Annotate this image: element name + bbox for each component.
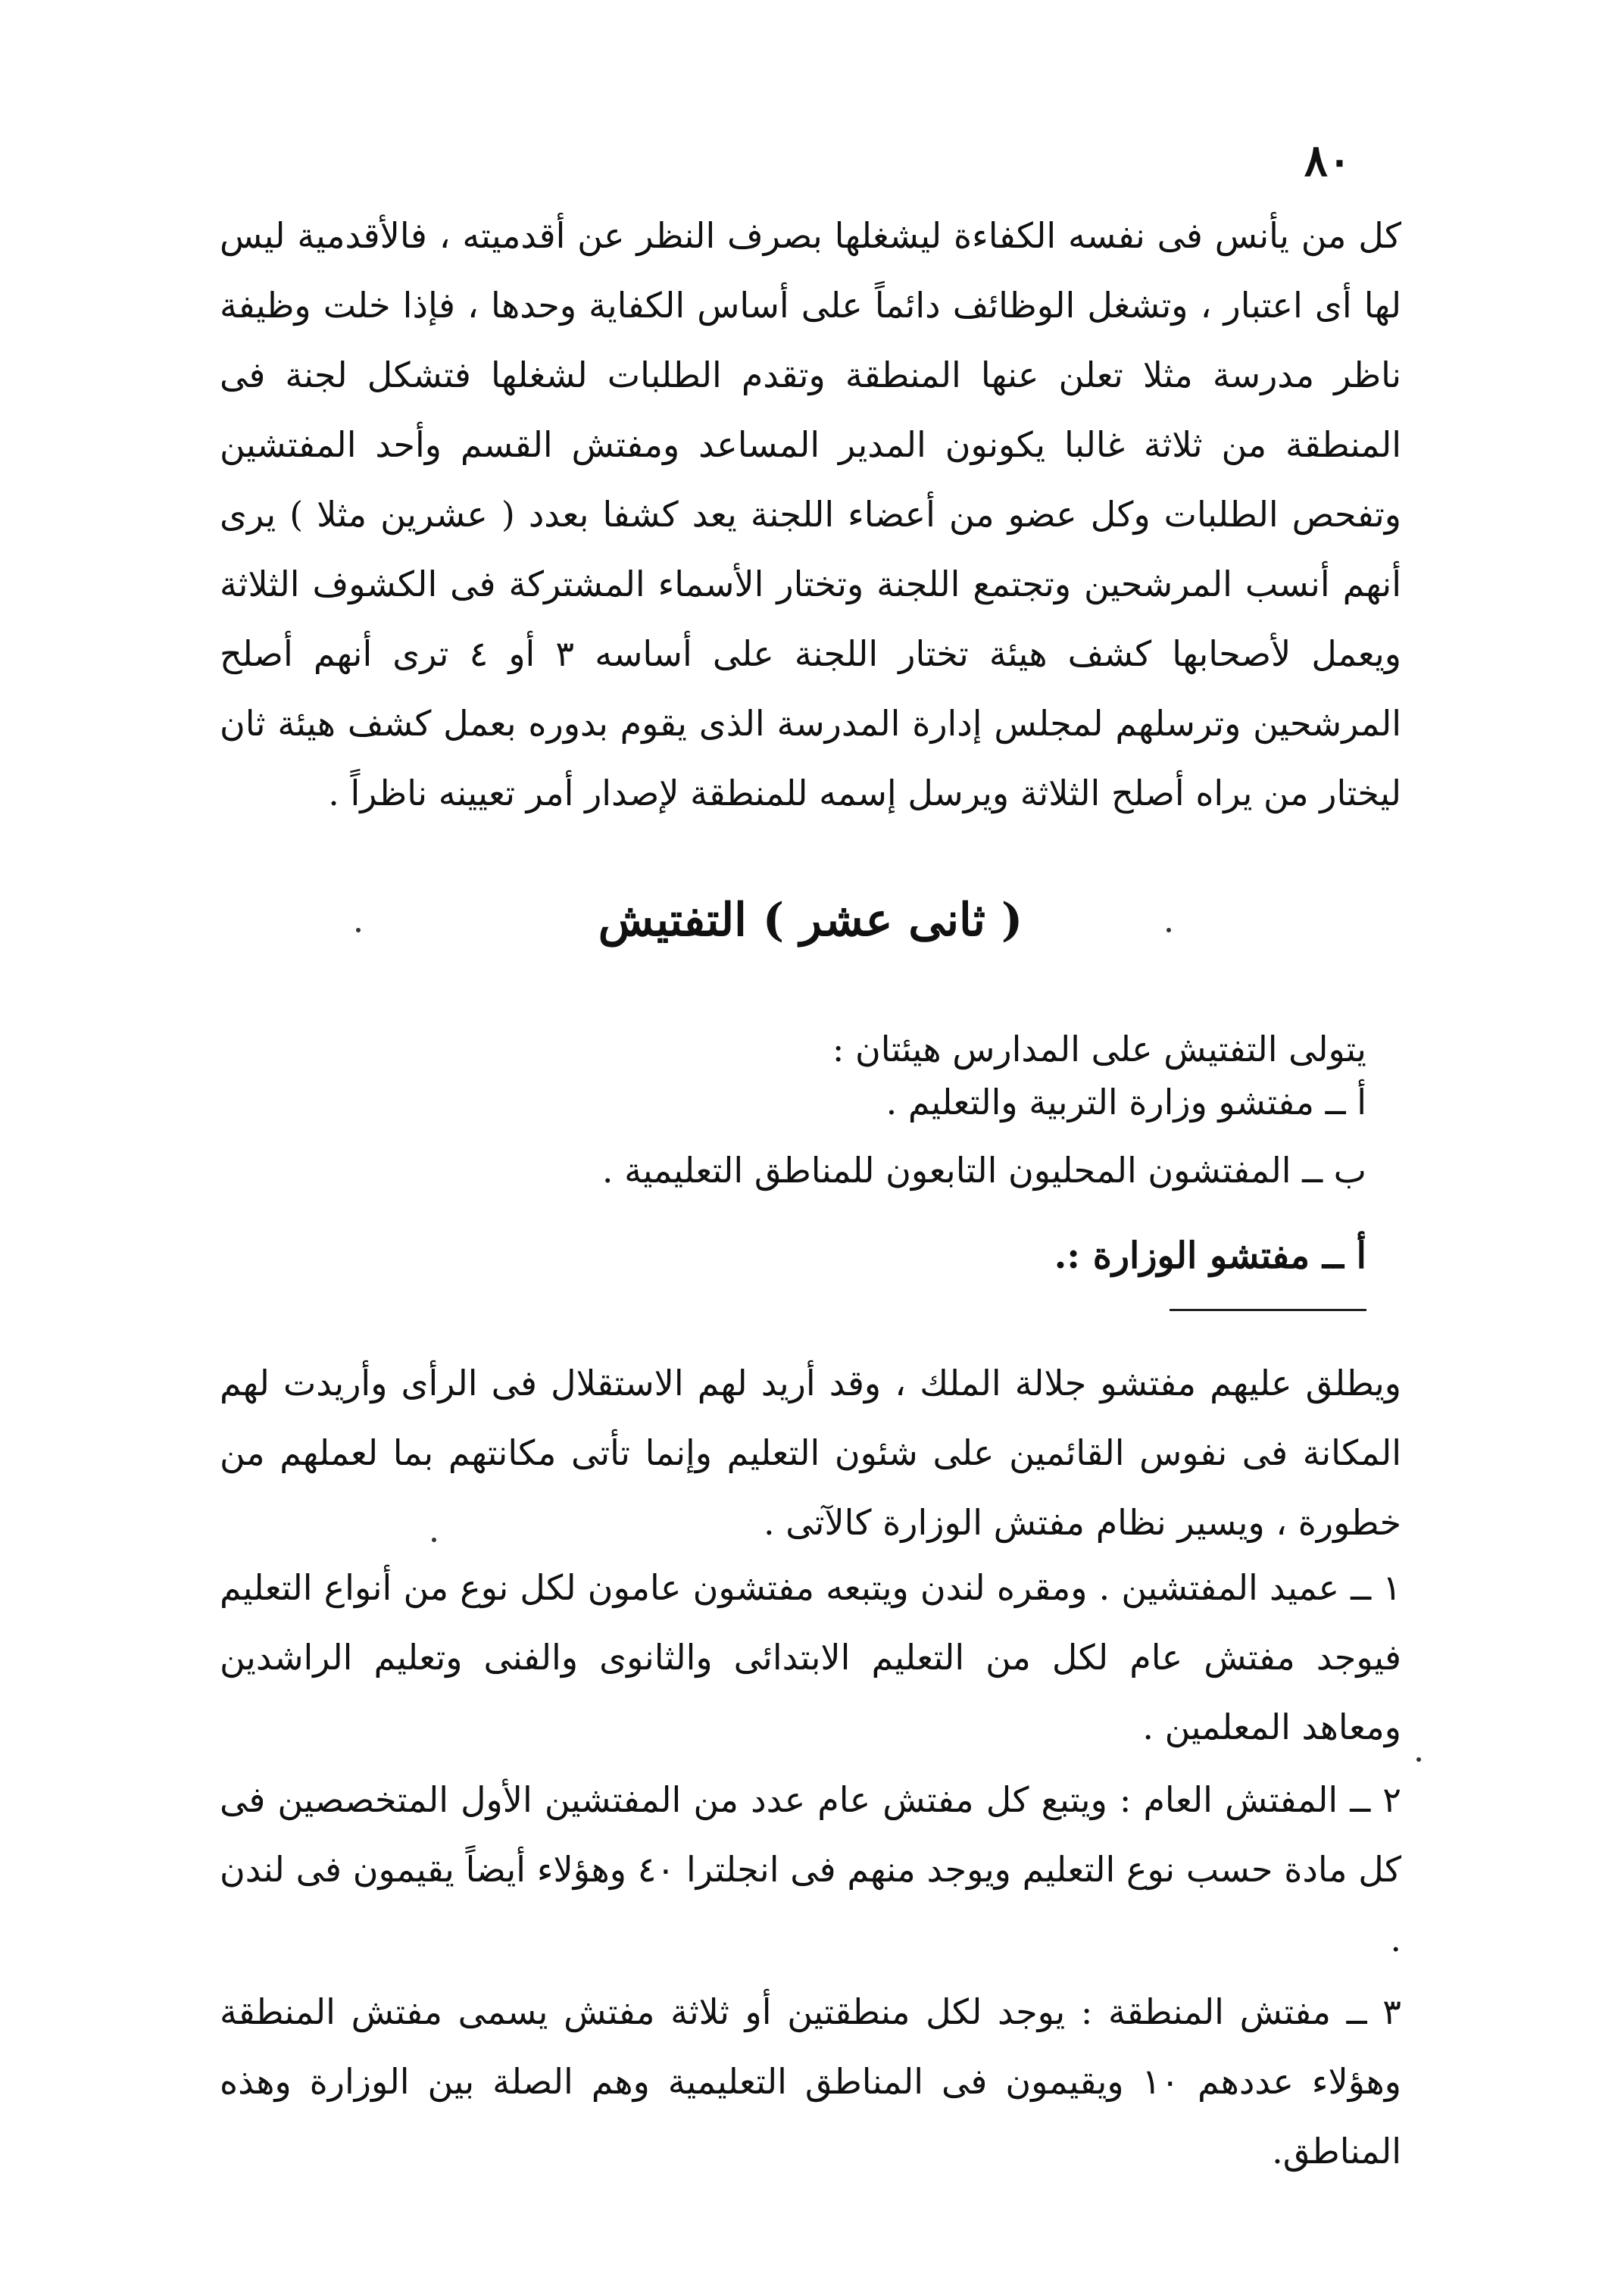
numbered-item-text: ١ ــ عميد المفتشين . ومقره لندن ويتبعه مفتشون عامون لكل نوع من أنواع التعليم فيوجد مفتش عام لكل من التعليم الابتدائى والثانوى والفنى وتعليم الراشدين ومعاهد المعلمين . [220,1567,1401,1747]
intro-block [220,201,1401,828]
numbered-item [220,1553,1401,1762]
subheading: أ ــ مفتشو الوزارة :. [1054,1235,1366,1277]
ministry-block [220,1348,1401,1557]
numbered-item [220,1977,1401,2186]
ministry-paragraph: ويطلق عليهم مفتشو جلالة الملك ، وقد أريد لهم الاستقلال فى الرأى وأريدت لهم المكانة فى نفوس القائمين على شئون التعليم وإنما تأتى مكانتهم بما لعملهم من خطورة ، ويسير نظام مفتش الوزارة كالآتى . [220,1363,1401,1543]
intro-paragraph: كل من يأنس فى نفسه الكفاءة ليشغلها بصرف النظر عن أقدميته ، فالأقدمية ليس لها أى اعتبار ، وتشغل الوظائف دائماً على أساس الكفاية وحدها ، فإذا خلت وظيفة ناظر مدرسة مثلا تعلن عنها المنطقة وتقدم الطلبات لشغلها فتشكل لجنة فى المنطقة من ثلاثة غالبا يكونون المدير المساعد ومفتش القسم وأحد المفتشين وتفحص الطلبات وكل عضو من أعضاء اللجنة يعد كشفا بعدد ( عشرين مثلا ) يرى أنهم أنسب المرشحين وتجتمع اللجنة وتختار الأسماء المشتركة فى الكشوف الثلاثة ويعمل لأصحابها كشف هيئة تختار اللجنة على أساسه ٣ أو ٤ ترى أنهم أصلح المرشحين وترسلهم لمجلس إدارة المدرسة الذى يقوم بدوره بعمل كشف هيئة ثان ليختار من يراه أصلح الثلاثة ويرسل إسمه للمنطقة لإصدار أمر تعيينه ناظراً . [220,215,1401,813]
inspection-list-item: ب ــ المفتشون المحليون التابعون للمناطق التعليمية . [601,1150,1366,1191]
section-heading: ( ثانى عشر ) التفتيش [598,894,1023,947]
speck-mark [1416,1757,1421,1762]
speck-mark [432,1538,436,1542]
inspection-list-item: أ ــ مفتشو وزارة التربية والتعليم . [885,1082,1366,1123]
speck-mark [356,928,361,932]
inspection-list [602,1068,1366,1204]
numbered-item-text: ٢ ــ المفتش العام : ويتبع كل مفتش عام عدد من المفتشين الأول المتخصصين فى كل مادة حسب نوع التعليم ويوجد منهم فى انجلترا ٤٠ وهؤلاء أيضاً يقيمون فى لندن . [220,1779,1401,1959]
speck-mark [1166,928,1171,932]
page-number: ٨٠ [1304,135,1351,186]
inspection-intro: يتولى التفتيش على المدارس هيئتان : [832,1029,1366,1069]
subheading-underline [1170,1309,1366,1311]
numbered-item [220,1765,1401,1974]
numbered-item-text: ٣ ــ مفتش المنطقة : يوجد لكل منطقتين أو ثلاثة مفتش يسمى مفتش المنطقة وهؤلاء عددهم ١٠ ويقيمون فى المناطق التعليمية وهم الصلة بين الوزارة وهذه المناطق. [220,1991,1402,2172]
